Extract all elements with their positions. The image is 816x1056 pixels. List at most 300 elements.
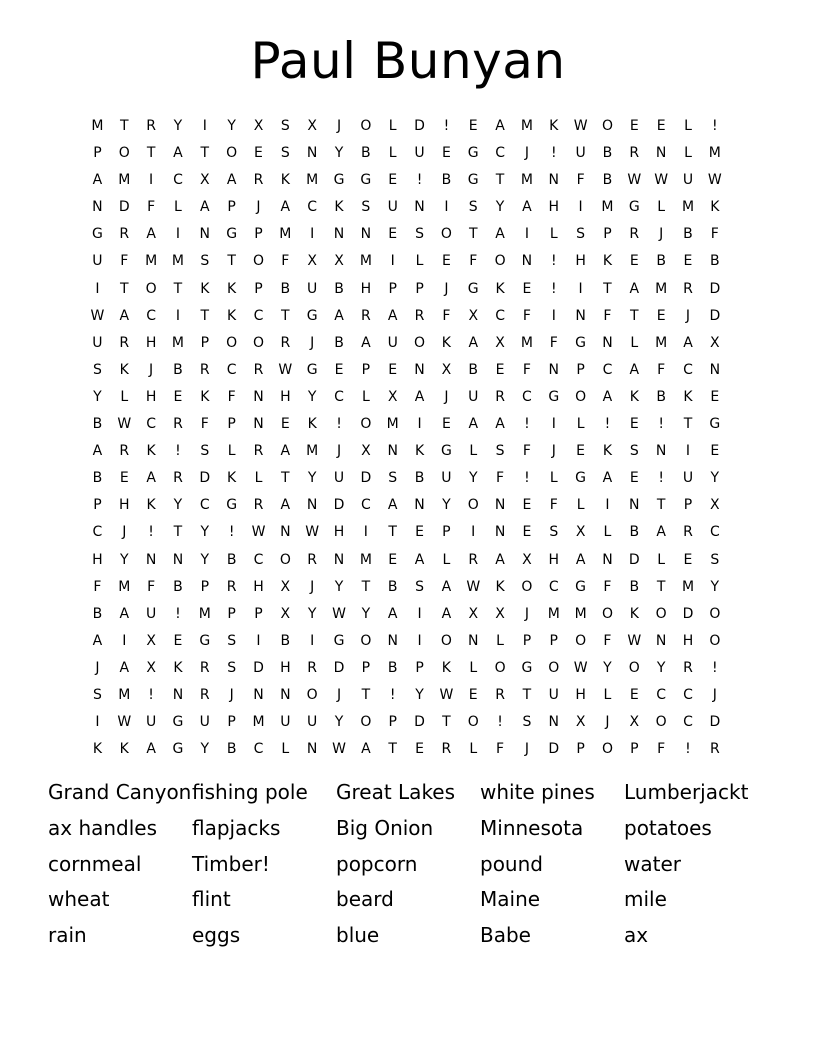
grid-letter: N [333,551,345,568]
grid-letter: F [603,632,612,649]
grid-letter: W [251,524,266,541]
grid-letter: M [198,605,211,622]
grid-letter: T [603,280,612,297]
grid-letter: I [149,172,154,189]
grid-letter: B [414,470,425,487]
grid-letter: ! [550,145,557,162]
grid-letter: O [145,280,157,297]
grid-letter: U [387,199,398,216]
grid-letter: A [575,551,586,568]
grid-letter: B [468,361,479,378]
word-list-item: flint [192,887,231,912]
grid-letter: Y [415,686,424,703]
grid-letter: U [307,280,318,297]
grid-letter: N [521,253,533,270]
grid-letter: M [252,714,265,731]
grid-letter: ! [712,659,718,676]
grid-letter: A [387,605,398,622]
grid-letter: S [227,659,237,676]
grid-letter: R [307,551,318,568]
grid-letter: M [145,253,158,270]
grid-letter: K [549,118,559,134]
grid-letter: R [199,686,210,703]
grid-letter: L [388,145,397,162]
grid-letter: M [118,686,131,703]
grid-letter: G [226,226,238,243]
word-list-item: popcorn [336,851,418,876]
grid-letter: W [627,632,642,649]
grid-letter: J [336,118,342,134]
grid-letter: F [93,578,102,595]
grid-letter: I [471,524,476,541]
grid-letter: R [119,334,130,351]
grid-letter: R [683,524,693,541]
grid-letter: N [655,443,667,460]
grid-letter: J [256,199,261,216]
grid-letter: B [602,172,613,189]
grid-letter: X [629,714,640,731]
grid-letter: K [602,253,613,270]
grid-letter: I [685,443,691,460]
grid-letter: S [468,199,478,216]
grid-letter: Y [603,659,612,676]
grid-letter: ! [685,741,691,758]
grid-letter: I [390,253,395,270]
grid-letter: J [444,388,449,405]
grid-letter: X [307,253,317,270]
grid-letter: D [414,714,425,731]
grid-letter: T [495,172,505,189]
grid-letter: ! [497,714,503,731]
grid-letter: F [576,172,585,189]
grid-letter: B [280,632,291,649]
grid-letter: ! [443,118,450,134]
grid-letter: X [575,524,586,541]
grid-letter: P [361,659,371,676]
grid-letter: A [468,416,479,433]
grid-letter: G [521,659,533,676]
grid-letter: L [576,497,585,514]
grid-letter: X [307,118,317,134]
grid-letter: R [119,226,130,243]
grid-letter: ! [658,416,664,433]
grid-letter: N [253,416,264,433]
grid-letter: O [655,714,667,731]
grid-letter: M [655,334,668,351]
grid-letter: S [388,470,398,487]
word-list-item: beard [336,887,394,912]
grid-letter: X [334,253,344,270]
grid-letter: P [200,578,210,595]
grid-letter: J [336,443,342,460]
grid-letter: Y [334,145,344,162]
grid-letter: J [310,578,315,595]
grid-letter: L [469,659,478,676]
word-list [48,775,768,954]
grid-letter: G [575,470,587,487]
grid-letter: N [387,443,398,460]
grid-letter: B [602,145,613,162]
grid-letter: J [712,686,717,703]
grid-letter: W [573,659,588,676]
grid-letter: H [145,334,157,351]
grid-letter: S [629,443,639,460]
grid-letter: H [682,632,694,649]
grid-letter: E [388,226,398,243]
grid-letter: I [551,416,556,433]
grid-letter: T [200,307,210,324]
grid-letter: M [118,578,131,595]
grid-letter: D [360,470,372,487]
grid-letter: H [145,388,157,405]
grid-letter: P [603,226,612,243]
grid-letter: O [655,605,667,622]
grid-letter: W [332,741,346,758]
grid-letter: D [682,605,694,622]
grid-letter: ! [550,280,557,297]
grid-letter: R [307,659,318,676]
grid-letter: N [333,226,345,243]
grid-letter: I [578,199,583,216]
grid-letter: L [549,226,558,243]
grid-letter: D [118,199,130,216]
grid-letter: E [629,686,639,703]
grid-letter: I [578,280,583,297]
grid-letter: U [441,470,452,487]
grid-letter: B [656,388,666,405]
grid-letter: L [281,741,290,758]
grid-letter: K [441,659,451,676]
grid-letter: J [122,524,127,541]
grid-letter: A [119,307,130,324]
grid-letter: Y [227,118,236,134]
grid-letter: M [359,551,372,568]
grid-letter: M [118,172,131,189]
grid-letter: A [441,605,452,622]
grid-letter: N [548,714,559,731]
grid-letter: E [388,172,398,189]
grid-letter: U [682,470,694,487]
grid-letter: D [199,470,211,487]
grid-letter: X [387,388,398,405]
grid-letter: R [495,388,505,405]
grid-letter: S [415,578,424,595]
grid-letter: R [199,361,210,378]
grid-letter: P [227,416,236,433]
grid-letter: R [629,226,640,243]
grid-letter: M [171,334,184,351]
grid-letter: S [227,632,237,649]
grid-letter: K [602,443,613,460]
grid-letter: U [145,605,157,622]
grid-letter: E [254,145,263,162]
grid-letter: Y [307,388,317,405]
grid-letter: R [280,334,291,351]
grid-letter: L [442,551,451,568]
grid-letter: O [601,118,613,134]
grid-letter: A [387,307,398,324]
grid-letter: O [601,741,613,758]
grid-letter: J [336,686,342,703]
grid-letter: F [603,578,612,595]
grid-letter: X [495,334,505,351]
grid-letter: B [361,145,371,162]
grid-letter: J [229,686,234,703]
grid-letter: O [306,686,318,703]
grid-letter: ! [175,443,181,460]
grid-letter: K [119,361,129,378]
grid-letter: P [361,361,371,378]
grid-letter: E [522,497,532,514]
grid-letter: K [227,280,237,297]
grid-letter: Y [495,199,505,216]
grid-letter: N [360,226,372,243]
grid-letter: T [683,416,693,433]
grid-letter: P [93,145,102,162]
grid-letter: N [253,388,264,405]
grid-letter: C [146,416,156,433]
grid-letter: K [119,741,129,758]
grid-letter: A [361,334,371,351]
grid-letter: E [415,741,424,758]
grid-letter: J [149,361,154,378]
grid-letter: U [145,714,157,731]
grid-letter: M [359,253,372,270]
grid-letter: N [494,497,506,514]
word-list-item: rain [48,923,87,948]
grid-letter: U [548,686,559,703]
grid-letter: O [360,714,372,731]
grid-letter: E [656,118,666,134]
grid-letter: N [494,524,506,541]
grid-letter: A [495,226,505,243]
grid-letter: R [173,416,183,433]
grid-letter: C [602,361,613,378]
grid-letter: I [444,199,449,216]
grid-letter: M [386,416,399,433]
grid-letter: ! [336,416,342,433]
grid-letter: R [683,280,693,297]
grid-letter: T [361,686,371,703]
grid-letter: F [522,307,531,324]
grid-letter: P [388,714,397,731]
grid-letter: O [414,334,426,351]
grid-letter: M [655,280,668,297]
grid-letter: B [92,605,103,622]
grid-letter: ! [148,524,154,541]
grid-letter: Y [173,118,183,134]
grid-letter: B [629,578,640,595]
grid-letter: O [252,253,264,270]
grid-letter: A [495,118,505,134]
grid-letter: N [655,145,667,162]
grid-letter: ! [148,686,154,703]
grid-letter: N [548,172,559,189]
grid-letter: R [709,741,720,758]
grid-letter: A [495,416,505,433]
grid-letter: H [575,253,586,270]
grid-letter: T [442,714,451,731]
grid-letter: G [306,307,318,324]
grid-letter: C [495,145,505,162]
grid-letter: R [253,443,264,460]
grid-letter: ! [389,686,396,703]
grid-letter: L [657,199,666,216]
grid-letter: O [709,632,721,649]
grid-letter: ! [550,253,557,270]
grid-letter: E [629,118,639,134]
grid-letter: E [441,416,451,433]
grid-letter: U [333,470,345,487]
grid-letter: R [495,686,505,703]
grid-letter: I [363,524,368,541]
grid-letter: C [146,307,156,324]
grid-letter: B [441,172,452,189]
grid-letter: Y [173,497,183,514]
grid-letter: O [575,388,587,405]
grid-letter: F [496,470,505,487]
grid-letter: I [95,714,100,731]
grid-letter: E [415,524,424,541]
grid-letter: A [146,226,156,243]
grid-letter: B [173,361,183,378]
grid-letter: P [93,497,102,514]
grid-letter: T [361,578,371,595]
word-list-item: pound [480,851,543,876]
grid-letter: O [467,497,479,514]
grid-letter: N [548,361,559,378]
grid-letter: D [333,659,345,676]
word-list-item: Minnesota [480,815,584,840]
grid-letter: N [145,551,157,568]
grid-letter: F [281,253,290,270]
grid-letter: S [92,686,102,703]
grid-letter: E [710,388,720,405]
grid-letter: M [547,605,560,622]
grid-letter: F [120,253,129,270]
grid-letter: X [441,361,452,378]
grid-letter: A [280,443,291,460]
grid-letter: X [280,578,291,595]
grid-letter: C [656,686,667,703]
grid-letter: X [522,551,532,568]
grid-letter: A [629,361,640,378]
grid-letter: X [200,172,210,189]
grid-letter: T [146,145,156,162]
grid-letter: Y [334,714,344,731]
grid-letter: N [172,551,184,568]
grid-letter: T [656,578,666,595]
grid-letter: T [656,497,666,514]
grid-letter: O [279,551,291,568]
grid-letter: A [495,551,505,568]
grid-letter: M [171,253,184,270]
grid-letter: O [226,145,238,162]
grid-letter: B [92,416,103,433]
grid-letter: E [629,470,639,487]
grid-letter: E [173,632,183,649]
grid-letter: C [253,741,264,758]
grid-letter: A [280,199,291,216]
grid-letter: N [467,632,479,649]
grid-letter: A [629,280,640,297]
grid-letter: M [306,172,319,189]
grid-letter: B [710,253,720,270]
grid-letter: F [496,741,505,758]
grid-letter: T [281,470,290,487]
word-list-item: wheat [48,887,110,912]
grid-letter: R [360,307,371,324]
grid-letter: B [629,524,640,541]
grid-letter: G [628,199,640,216]
grid-letter: X [280,605,291,622]
grid-letter: K [710,199,720,216]
grid-letter: M [306,443,319,460]
grid-letter: S [200,443,210,460]
grid-letter: R [226,578,237,595]
grid-letter: J [685,307,691,324]
grid-letter: A [280,497,291,514]
grid-letter: E [629,253,639,270]
grid-letter: Y [200,551,210,568]
grid-letter: G [467,280,479,297]
grid-letter: K [227,470,237,487]
grid-letter: T [468,226,478,243]
grid-letter: S [576,226,586,243]
grid-letter: Y [710,470,720,487]
grid-letter: J [551,443,556,460]
grid-letter: ! [658,470,664,487]
grid-letter: K [200,388,210,405]
grid-letter: N [92,199,103,216]
grid-letter: G [467,145,479,162]
grid-letter: B [173,578,183,595]
grid-letter: L [254,470,263,487]
word-list-item: Timber! [192,851,270,876]
grid-letter: R [146,118,156,134]
word-list-item: Maine [480,887,541,912]
grid-letter: U [468,388,479,405]
grid-letter: C [226,361,237,378]
grid-letter: D [414,118,425,134]
grid-letter: Y [334,578,344,595]
grid-letter: O [226,334,238,351]
grid-letter: I [122,632,127,649]
grid-letter: J [310,334,315,351]
grid-letter: A [602,470,613,487]
grid-letter: B [280,280,291,297]
grid-letter: E [683,551,693,568]
grid-letter: M [574,605,587,622]
grid-letter: E [334,361,344,378]
grid-letter: K [200,280,210,297]
grid-letter: K [173,659,183,676]
grid-letter: L [388,118,397,134]
grid-letter: P [254,280,263,297]
grid-letter: A [361,741,371,758]
grid-letter: C [522,388,532,405]
grid-letter: A [173,145,183,162]
grid-letter: G [333,632,345,649]
grid-letter: C [92,524,103,541]
grid-letter: G [440,443,452,460]
grid-letter: S [549,524,559,541]
grid-letter: K [441,334,451,351]
grid-letter: T [522,686,532,703]
grid-letter: K [414,443,425,460]
grid-letter: C [709,524,720,541]
grid-letter: T [173,524,183,541]
